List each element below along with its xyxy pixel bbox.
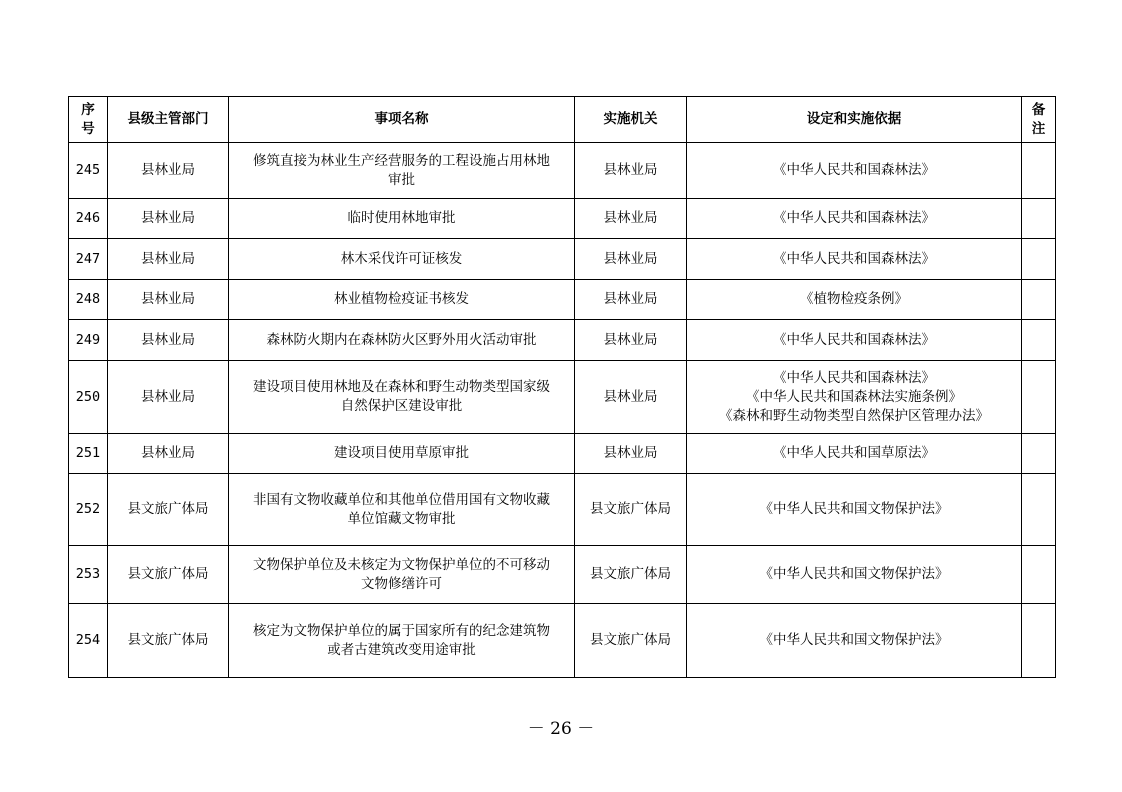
table-row (69, 239, 1056, 280)
basis-line: 《森林和野生动物类型自然保护区管理办法》 (719, 407, 989, 424)
basis-line: 《中华人民共和国草原法》 (773, 445, 935, 461)
cell-agency: 县文旅广体局 (575, 546, 687, 604)
cell-item (229, 434, 575, 474)
cell-dept: 县文旅广体局 (108, 474, 229, 546)
item-line: 林业植物检疫证书核发 (334, 291, 469, 307)
header-item: 事项名称 (229, 97, 575, 143)
table-header-row (69, 97, 1056, 143)
basis-line: 《植物检疫条例》 (800, 291, 908, 307)
cell-basis (687, 320, 1022, 361)
cell-basis (687, 546, 1022, 604)
header-seq: 序 号 (69, 97, 108, 143)
page-number: － 26 － (527, 719, 595, 739)
cell-seq: 251 (69, 434, 108, 474)
header-note: 备 注 (1022, 97, 1056, 143)
cell-item (229, 320, 575, 361)
cell-seq: 246 (69, 199, 108, 239)
table-row (69, 604, 1056, 678)
item-line: 文物保护单位及未核定为文物保护单位的不可移动 (253, 556, 550, 573)
cell-note (1022, 143, 1056, 199)
cell-note (1022, 604, 1056, 678)
cell-dept: 县林业局 (108, 434, 229, 474)
cell-dept: 县林业局 (108, 320, 229, 361)
cell-dept: 县林业局 (108, 361, 229, 434)
cell-seq: 249 (69, 320, 108, 361)
item-line: 或者古建筑改变用途审批 (327, 641, 476, 658)
cell-basis (687, 434, 1022, 474)
cell-basis (687, 143, 1022, 199)
table-row (69, 199, 1056, 239)
basis-line: 《中华人民共和国森林法》 (773, 210, 935, 226)
cell-note (1022, 280, 1056, 320)
item-line: 文物修缮许可 (361, 575, 442, 592)
item-line: 自然保护区建设审批 (340, 398, 463, 414)
cell-note (1022, 474, 1056, 546)
cell-note (1022, 239, 1056, 280)
table-row (69, 320, 1056, 361)
item-line: 非国有文物收藏单位和其他单位借用国有文物收藏 (253, 491, 550, 508)
item-line: 建设项目使用林地及在森林和野生动物类型国家级 (253, 379, 550, 395)
cell-agency: 县林业局 (575, 280, 687, 320)
item-line: 林木采伐许可证核发 (340, 250, 463, 267)
table-row (69, 474, 1056, 546)
cell-basis (687, 361, 1022, 434)
approval-items-table (68, 96, 1056, 678)
basis-line: 《中华人民共和国森林法》 (773, 162, 935, 178)
cell-basis (687, 474, 1022, 546)
basis-line: 《中华人民共和国森林法实施条例》 (746, 388, 962, 405)
basis-line: 《中华人民共和国文物保护法》 (759, 632, 949, 648)
cell-agency: 县林业局 (575, 320, 687, 361)
item-line: 建设项目使用草原审批 (334, 445, 469, 461)
header-agency: 实施机关 (575, 97, 687, 143)
cell-agency: 县文旅广体局 (575, 604, 687, 678)
cell-agency: 县林业局 (575, 361, 687, 434)
cell-dept: 县林业局 (108, 280, 229, 320)
cell-basis (687, 280, 1022, 320)
cell-agency: 县林业局 (575, 434, 687, 474)
cell-basis (687, 239, 1022, 280)
cell-dept: 县文旅广体局 (108, 604, 229, 678)
cell-seq: 247 (69, 239, 108, 280)
cell-item (229, 239, 575, 280)
table-row (69, 434, 1056, 474)
cell-note (1022, 434, 1056, 474)
item-line: 修筑直接为林业生产经营服务的工程设施占用林地 (253, 152, 550, 169)
header-basis: 设定和实施依据 (687, 97, 1022, 143)
item-line: 临时使用林地审批 (347, 210, 456, 226)
cell-basis (687, 199, 1022, 239)
item-line: 单位馆藏文物审批 (347, 510, 456, 527)
cell-item (229, 546, 575, 604)
cell-seq: 254 (69, 604, 108, 678)
cell-item (229, 143, 575, 199)
cell-item (229, 604, 575, 678)
cell-basis (687, 604, 1022, 678)
cell-note (1022, 199, 1056, 239)
cell-item (229, 199, 575, 239)
item-line: 审批 (388, 171, 415, 188)
cell-agency: 县林业局 (575, 143, 687, 199)
table-row (69, 143, 1056, 199)
cell-seq: 248 (69, 280, 108, 320)
basis-line: 《中华人民共和国森林法》 (773, 369, 935, 386)
cell-seq: 253 (69, 546, 108, 604)
cell-seq: 250 (69, 361, 108, 434)
cell-item (229, 474, 575, 546)
cell-item (229, 361, 575, 434)
cell-note (1022, 361, 1056, 434)
cell-note (1022, 546, 1056, 604)
table-row (69, 546, 1056, 604)
item-line: 森林防火期内在森林防火区野外用火活动审批 (266, 331, 537, 348)
cell-seq: 252 (69, 474, 108, 546)
item-line: 核定为文物保护单位的属于国家所有的纪念建筑物 (253, 622, 550, 639)
basis-line: 《中华人民共和国文物保护法》 (759, 566, 949, 582)
cell-agency: 县林业局 (575, 199, 687, 239)
cell-dept: 县林业局 (108, 239, 229, 280)
cell-note (1022, 320, 1056, 361)
basis-line: 《中华人民共和国森林法》 (773, 250, 935, 267)
cell-seq: 245 (69, 143, 108, 199)
cell-dept: 县林业局 (108, 199, 229, 239)
cell-dept: 县林业局 (108, 143, 229, 199)
cell-agency: 县林业局 (575, 239, 687, 280)
header-dept: 县级主管部门 (108, 97, 229, 143)
basis-line: 《中华人民共和国森林法》 (773, 331, 935, 348)
cell-item (229, 280, 575, 320)
cell-dept: 县文旅广体局 (108, 546, 229, 604)
table-row (69, 280, 1056, 320)
cell-agency: 县文旅广体局 (575, 474, 687, 546)
table-row (69, 361, 1056, 434)
basis-line: 《中华人民共和国文物保护法》 (759, 501, 949, 517)
table-body (69, 143, 1056, 678)
